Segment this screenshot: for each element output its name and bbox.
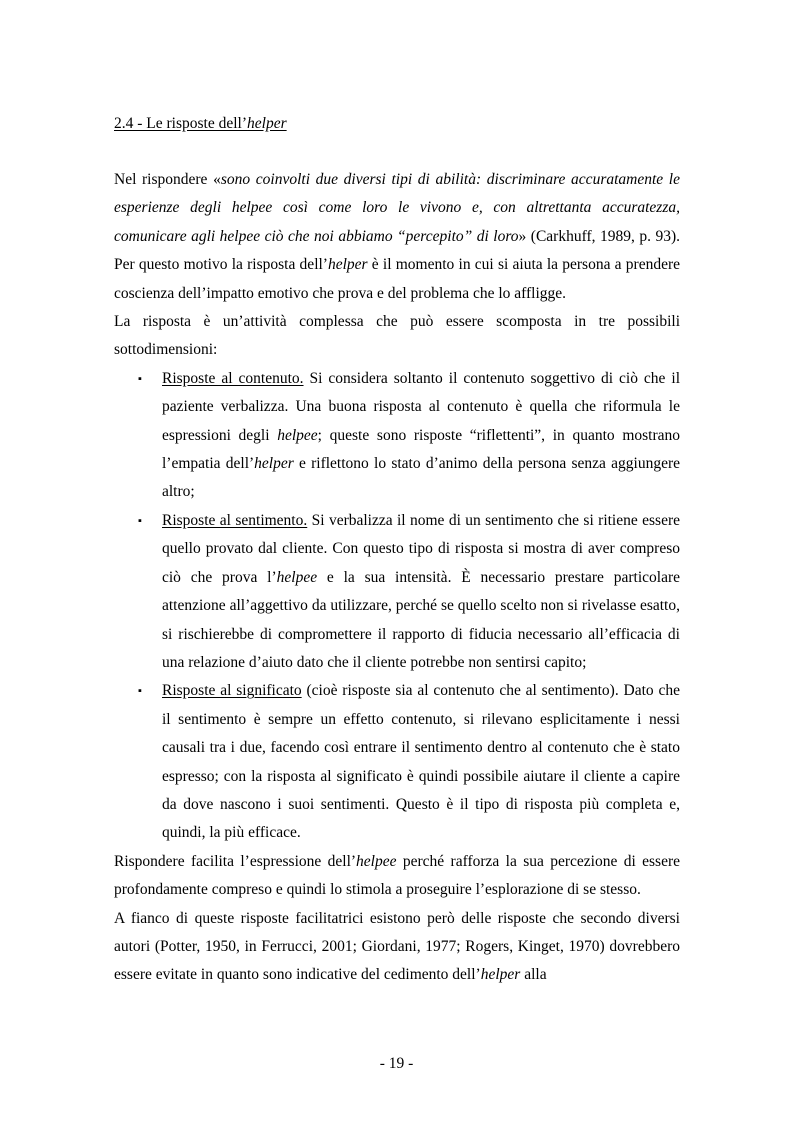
paragraph-4: A fianco di queste risposte facilitatrici esistono però delle risposte che secondo diversi autori (Potter, 1950, in Ferrucci, 2001; Giordani, 1977; Rogers, Kinget, 1970) dovrebbero essere evitate in quanto sono indicative del cedimento dell’helper alla xyxy=(114,909,680,984)
list-item-feeling: ▪ Risposte al sentimento. Si verbalizza il nome di un sentimento che si ritiene essere quello provato dal cliente. Con questo tipo di risposta si mostra di aver compreso ciò che prova l’helpee e la sua intensità. È necessario prestare particolare attenzione all’aggettivo da utilizzare, perché se quello scelto non si rivelasse esatto, si rischierebbe di compromettere il rapporto di fiducia necessario all’efficacia di una relazione d’aiuto dato che il cliente potrebbe non sentirsi capito; xyxy=(114,507,680,677)
paragraph-2: La risposta è un’attività complessa che può essere scomposta in tre possibili sottodimensioni: xyxy=(114,313,680,359)
heading-italic: helper xyxy=(247,115,287,132)
carkhuff-quote: sono coinvolti due diversi tipi di abilità: discriminare accuratamente le esperienze degli helpee così come loro le vivono e, con altrettanta accuratezza, comunicare agli helpee ciò che noi abbiamo “percepito” di loro xyxy=(114,171,680,245)
item-label: Risposte al contenuto. xyxy=(162,369,304,387)
item-label: Risposte al sentimento. xyxy=(162,511,308,529)
list-item-meaning: ▪ Risposte al significato (cioè risposte sia al contenuto che al sentimento). Dato che il sentimento è sempre un effetto contenuto, si rilevano esplicitamente i nessi causali tra i due, facendo così entrare il sentimento dentro al contenuto che è stato espresso; con la risposta al significato è quindi possibile aiutare il cliente a capire da dove nascono i suoi sentimenti. Questo è il tipo di risposta più completa e, quindi, la più efficace. xyxy=(114,677,680,847)
paragraph-3: Rispondere facilita l’espressione dell’helpee perché rafforza la sua percezione di essere profondamente compreso e quindi lo stimola a proseguire l’esplorazione di se stesso. xyxy=(114,852,680,899)
response-types-list xyxy=(114,365,680,848)
body-text xyxy=(114,166,680,990)
bullet-icon: ▪ xyxy=(138,514,142,527)
bullet-icon: ▪ xyxy=(138,685,142,698)
section-heading xyxy=(114,115,287,133)
paragraph-1: Nel rispondere «sono coinvolti due diversi tipi di abilità: discriminare accuratamente le esperienze degli helpee così come loro le vivono e, con altrettanta accuratezza, comunicare agli helpee ciò che noi abbiamo “percepito” di loro» (Carkhuff, 1989, p. 93). Per questo motivo la risposta dell’helper è il momento in cui si aiuta la persona a prendere coscienza dell’impatto emotivo che prova e del problema che lo affligge. xyxy=(114,171,680,302)
heading-text: 2.4 - Le risposte dell’ xyxy=(114,115,248,132)
list-item-content: ▪ Risposte al contenuto. Si considera soltanto il contenuto soggettivo di ciò che il paziente verbalizza. Una buona risposta al contenuto è quella che riformula le espressioni degli helpee; queste sono risposte “riflettenti”, in quanto mostrano l’empatia dell’helper e riflettono lo stato d’animo della persona senza aggiungere altro; xyxy=(114,365,680,507)
bullet-icon: ▪ xyxy=(138,372,142,385)
page-number: - 19 - xyxy=(379,1055,414,1072)
item-label: Risposte al significato xyxy=(162,682,302,700)
